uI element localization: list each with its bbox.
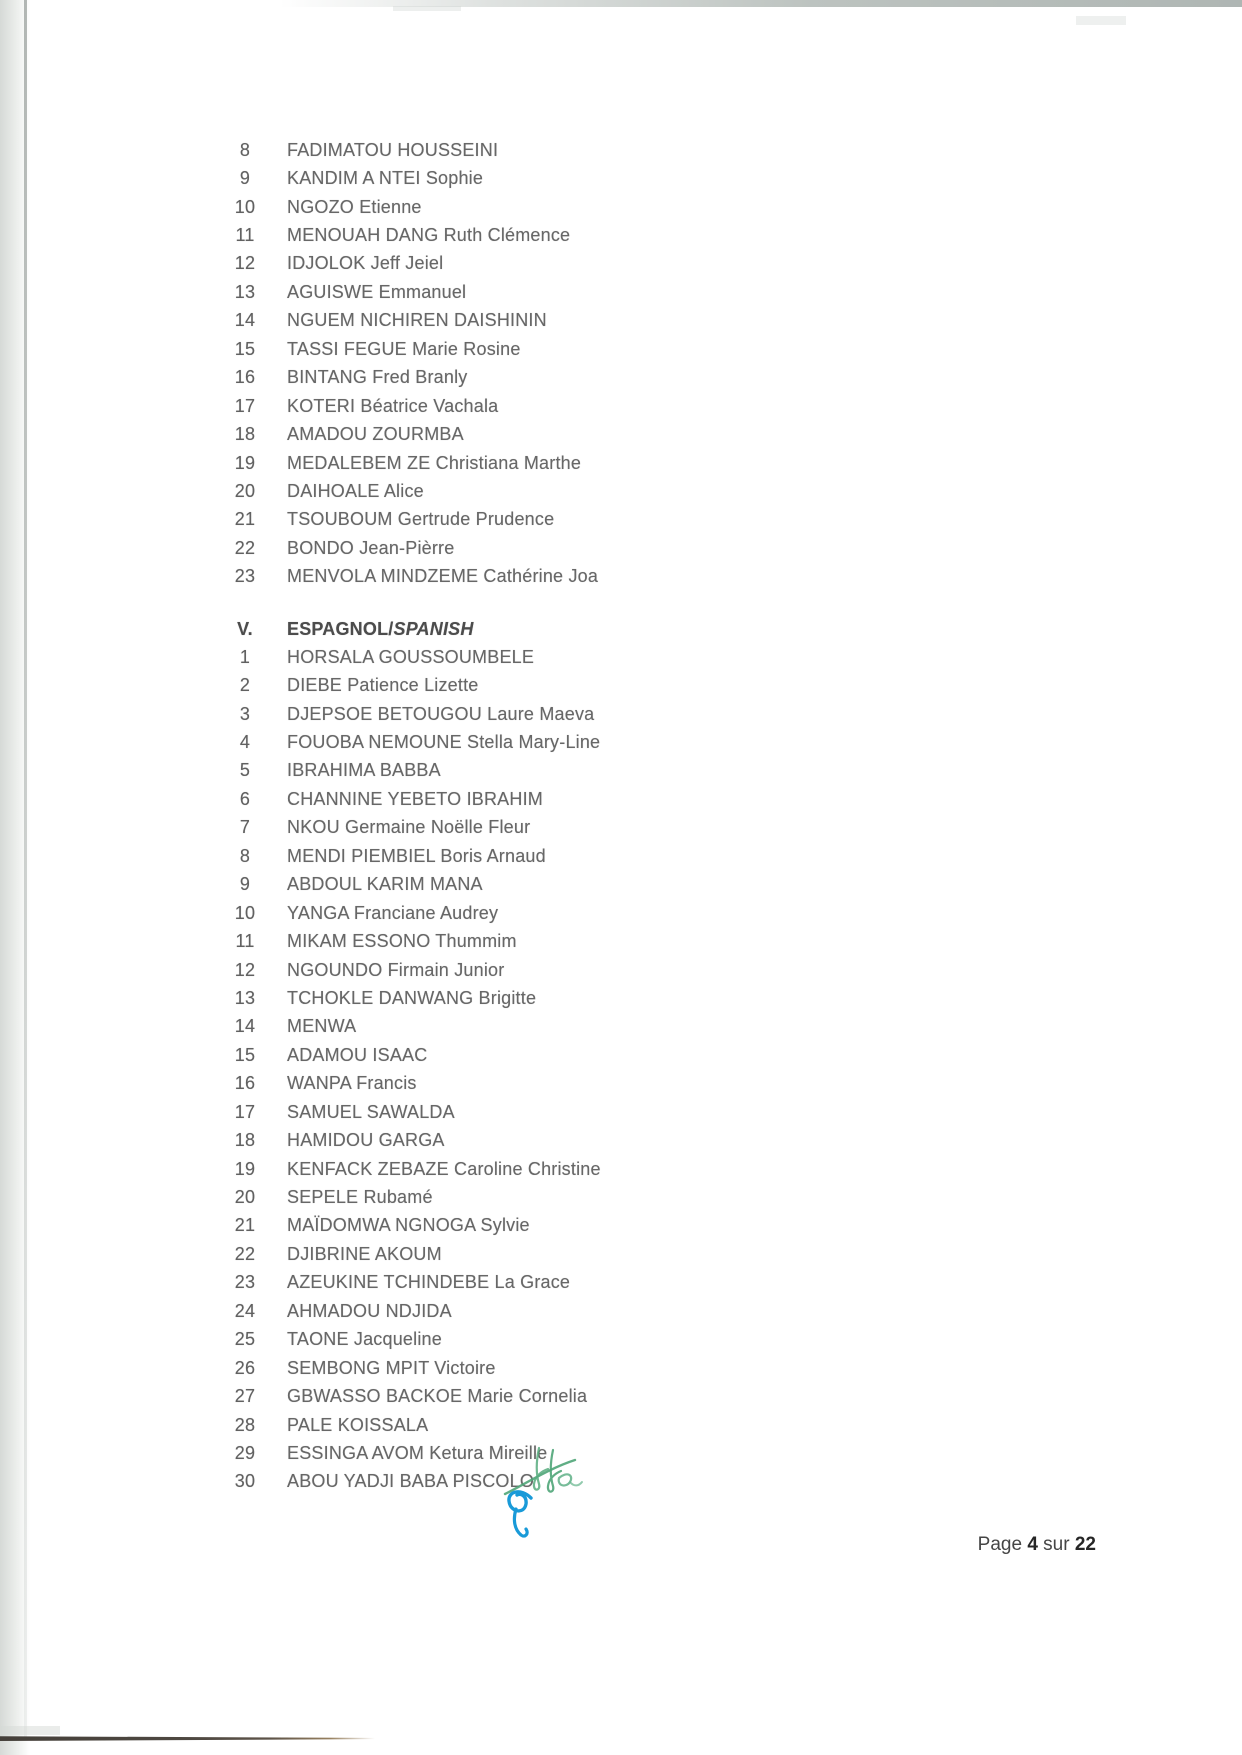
list-item [230,392,970,420]
list-item-name: MENWA [287,1016,357,1037]
list-item-name: KANDIM A NTEI Sophie [287,168,484,189]
list-item [230,278,970,306]
list-item [230,1070,970,1098]
spanish-name-list [230,643,970,1496]
list-item-number: 11 [235,225,255,246]
list-item [230,335,970,363]
list-item-number: 24 [234,1300,256,1321]
list-item-number: 18 [234,1130,256,1151]
list-item-number: 27 [234,1386,256,1407]
list-item-number: 5 [239,760,251,781]
list-item-number: 21 [234,1215,256,1236]
list-item [230,1098,970,1126]
list-item-number: 30 [234,1471,256,1492]
list-item-number: 13 [234,987,256,1008]
list-item-name: ADAMOU ISAAC [287,1044,428,1065]
list-item-number: 20 [234,480,256,501]
list-item [230,506,970,534]
list-item-number: 15 [234,1044,256,1065]
list-item [230,1468,970,1496]
list-item-number: 2 [239,675,251,696]
list-item-name: SEPELE Rubamé [287,1187,433,1208]
list-item-name: YANGA Franciane Audrey [287,902,499,923]
scan-bottom-edge-line [0,1736,375,1741]
list-item-name: NGOUNDO Firmain Junior [287,959,505,980]
list-item-name: MAÏDOMWA NGNOGA Sylvie [287,1215,530,1236]
list-item [230,1183,970,1211]
list-item-name: DIEBE Patience Lizette [287,675,479,696]
list-item-name: MENOUAH DANG Ruth Clémence [287,225,571,246]
section-numeral: V. [237,618,253,639]
list-item-number: 19 [234,1158,256,1179]
list-item-number: 21 [234,509,256,530]
list-item [230,871,970,899]
list-item-number: 10 [234,902,256,923]
list-item-name: NKOU Germaine Noëlle Fleur [287,817,531,838]
list-item-name: MENDI PIEMBIEL Boris Arnaud [287,845,546,866]
list-item-number: 1 [239,646,251,667]
list-item [230,671,970,699]
list-item [230,136,970,164]
list-item-name: SEMBONG MPIT Victoire [287,1357,496,1378]
list-item-number: 25 [234,1329,256,1350]
page-footer [960,1534,1096,1556]
list-item-number: 8 [239,139,251,160]
list-item-number: 3 [239,703,251,724]
list-item-number: 10 [234,196,256,217]
list-item-name: FADIMATOU HOUSSEINI [287,139,499,160]
list-item-name: NGOZO Etienne [287,196,422,217]
list-item-number: 15 [234,338,256,359]
list-item-name: DJIBRINE AKOUM [287,1243,442,1264]
list-item-name: HORSALA GOUSSOUMBELE [287,646,535,667]
scan-smudge [393,6,461,11]
list-item [230,307,970,335]
list-item-number: 28 [234,1414,256,1435]
list-item [230,1297,970,1325]
list-item [230,814,970,842]
footer-total-pages: 22 [1074,1534,1096,1555]
list-item [230,757,970,785]
list-item [230,927,970,955]
list-item-number: 23 [234,1272,256,1293]
list-item-name: BINTANG Fred Branly [287,367,468,388]
list-item [230,250,970,278]
scan-bottom-haze [0,1726,60,1735]
list-item [230,1439,970,1467]
list-item-number: 17 [234,1101,256,1122]
list-item-number: 17 [234,395,256,416]
list-item-name: AMADOU ZOURMBA [287,424,464,445]
footer-word-sur: sur [1043,1534,1070,1555]
list-item-number: 12 [234,959,256,980]
list-item-name: MIKAM ESSONO Thummim [287,931,517,952]
list-item-name: FOUOBA NEMOUNE Stella Mary-Line [287,732,601,753]
list-item [230,534,970,562]
footer-word-page: Page [977,1534,1023,1555]
list-item [230,477,970,505]
list-item [230,221,970,249]
list-item-number: 20 [234,1187,256,1208]
list-item-number: 7 [239,817,251,838]
list-item-number: 16 [234,367,256,388]
section-title [287,619,474,640]
list-item-name: KOTERI Béatrice Vachala [287,395,499,416]
list-item [230,193,970,221]
list-item [230,164,970,192]
list-item [230,1411,970,1439]
list-item-number: 11 [235,931,255,952]
list-item-number: 9 [239,168,251,189]
list-item [230,563,970,591]
list-item-name: HAMIDOU GARGA [287,1130,445,1151]
list-item [230,700,970,728]
list-item [230,785,970,813]
list-item-name: AHMADOU NDJIDA [287,1300,452,1321]
list-item-number: 26 [234,1357,256,1378]
list-item [230,364,970,392]
handwritten-initials-mark [495,1438,590,1558]
list-item [230,984,970,1012]
list-item-name: ABDOUL KARIM MANA [287,874,483,895]
list-item-name: PALE KOISSALA [287,1414,429,1435]
list-item-number: 14 [234,1016,256,1037]
list-item-name: MENVOLA MINDZEME Cathérine Joa [287,566,599,587]
list-item [230,842,970,870]
list-item-name: CHANNINE YEBETO IBRAHIM [287,788,543,809]
list-item [230,1155,970,1183]
list-item [230,1212,970,1240]
list-item-name: DJEPSOE BETOUGOU Laure Maeva [287,703,595,724]
list-item-number: 16 [234,1073,256,1094]
list-item-name: TAONE Jacqueline [287,1329,442,1350]
list-item [230,1126,970,1154]
list-item-number: 9 [239,874,251,895]
list-item-name: NGUEM NICHIREN DAISHININ [287,310,547,331]
section-heading-spanish [230,615,970,643]
list-item-name: WANPA Francis [287,1073,417,1094]
list-item [230,1354,970,1382]
list-item-number: 19 [234,452,256,473]
list-item-number: 6 [239,788,251,809]
list-item-number: 29 [234,1442,256,1463]
list-item-name: ESSINGA AVOM Ketura Mireille [287,1442,548,1463]
list-item-number: 13 [234,281,256,302]
list-item-number: 22 [234,1243,256,1264]
list-item-name: KENFACK ZEBAZE Caroline Christine [287,1158,601,1179]
list-item-number: 23 [234,566,256,587]
list-item [230,1326,970,1354]
list-item [230,449,970,477]
list-item [230,1013,970,1041]
list-item-name: TCHOKLE DANWANG Brigitte [287,987,537,1008]
scan-smudge [1076,16,1126,25]
list-item-name: DAIHOALE Alice [287,480,424,501]
list-item [230,1269,970,1297]
list-item-number: 12 [234,253,256,274]
list-item-name: MEDALEBEM ZE Christiana Marthe [287,452,582,473]
list-item-number: 18 [234,424,256,445]
list-item-name: TASSI FEGUE Marie Rosine [287,338,521,359]
list-item-number: 22 [234,537,256,558]
list-item-number: 8 [239,845,251,866]
list-item-number: 14 [234,310,256,331]
list-item-name: GBWASSO BACKOE Marie Cornelia [287,1386,588,1407]
list-item-number: 4 [239,732,251,753]
list-item-name: AGUISWE Emmanuel [287,281,467,302]
list-item [230,1382,970,1410]
list-item [230,956,970,984]
section-title-french: ESPAGNOL/ [287,618,394,639]
list-item-name: BONDO Jean-Pièrre [287,537,455,558]
continued-name-list [230,136,970,591]
list-item [230,1041,970,1069]
list-item [230,1240,970,1268]
list-item-name: TSOUBOUM Gertrude Prudence [287,509,555,530]
list-item-name: AZEUKINE TCHINDEBE La Grace [287,1272,571,1293]
list-item [230,420,970,448]
list-item [230,728,970,756]
section-title-english: SPANISH [393,618,474,639]
footer-page-number: 4 [1027,1534,1038,1555]
list-item [230,643,970,671]
scan-left-edge-line [24,0,27,1740]
list-item-name: IBRAHIMA BABBA [287,760,441,781]
list-item-name: IDJOLOK Jeff Jeiel [287,253,444,274]
list-item-name: SAMUEL SAWALDA [287,1101,455,1122]
list-item [230,899,970,927]
list-item-name: ABOU YADJI BABA PISCOLO [287,1471,535,1492]
